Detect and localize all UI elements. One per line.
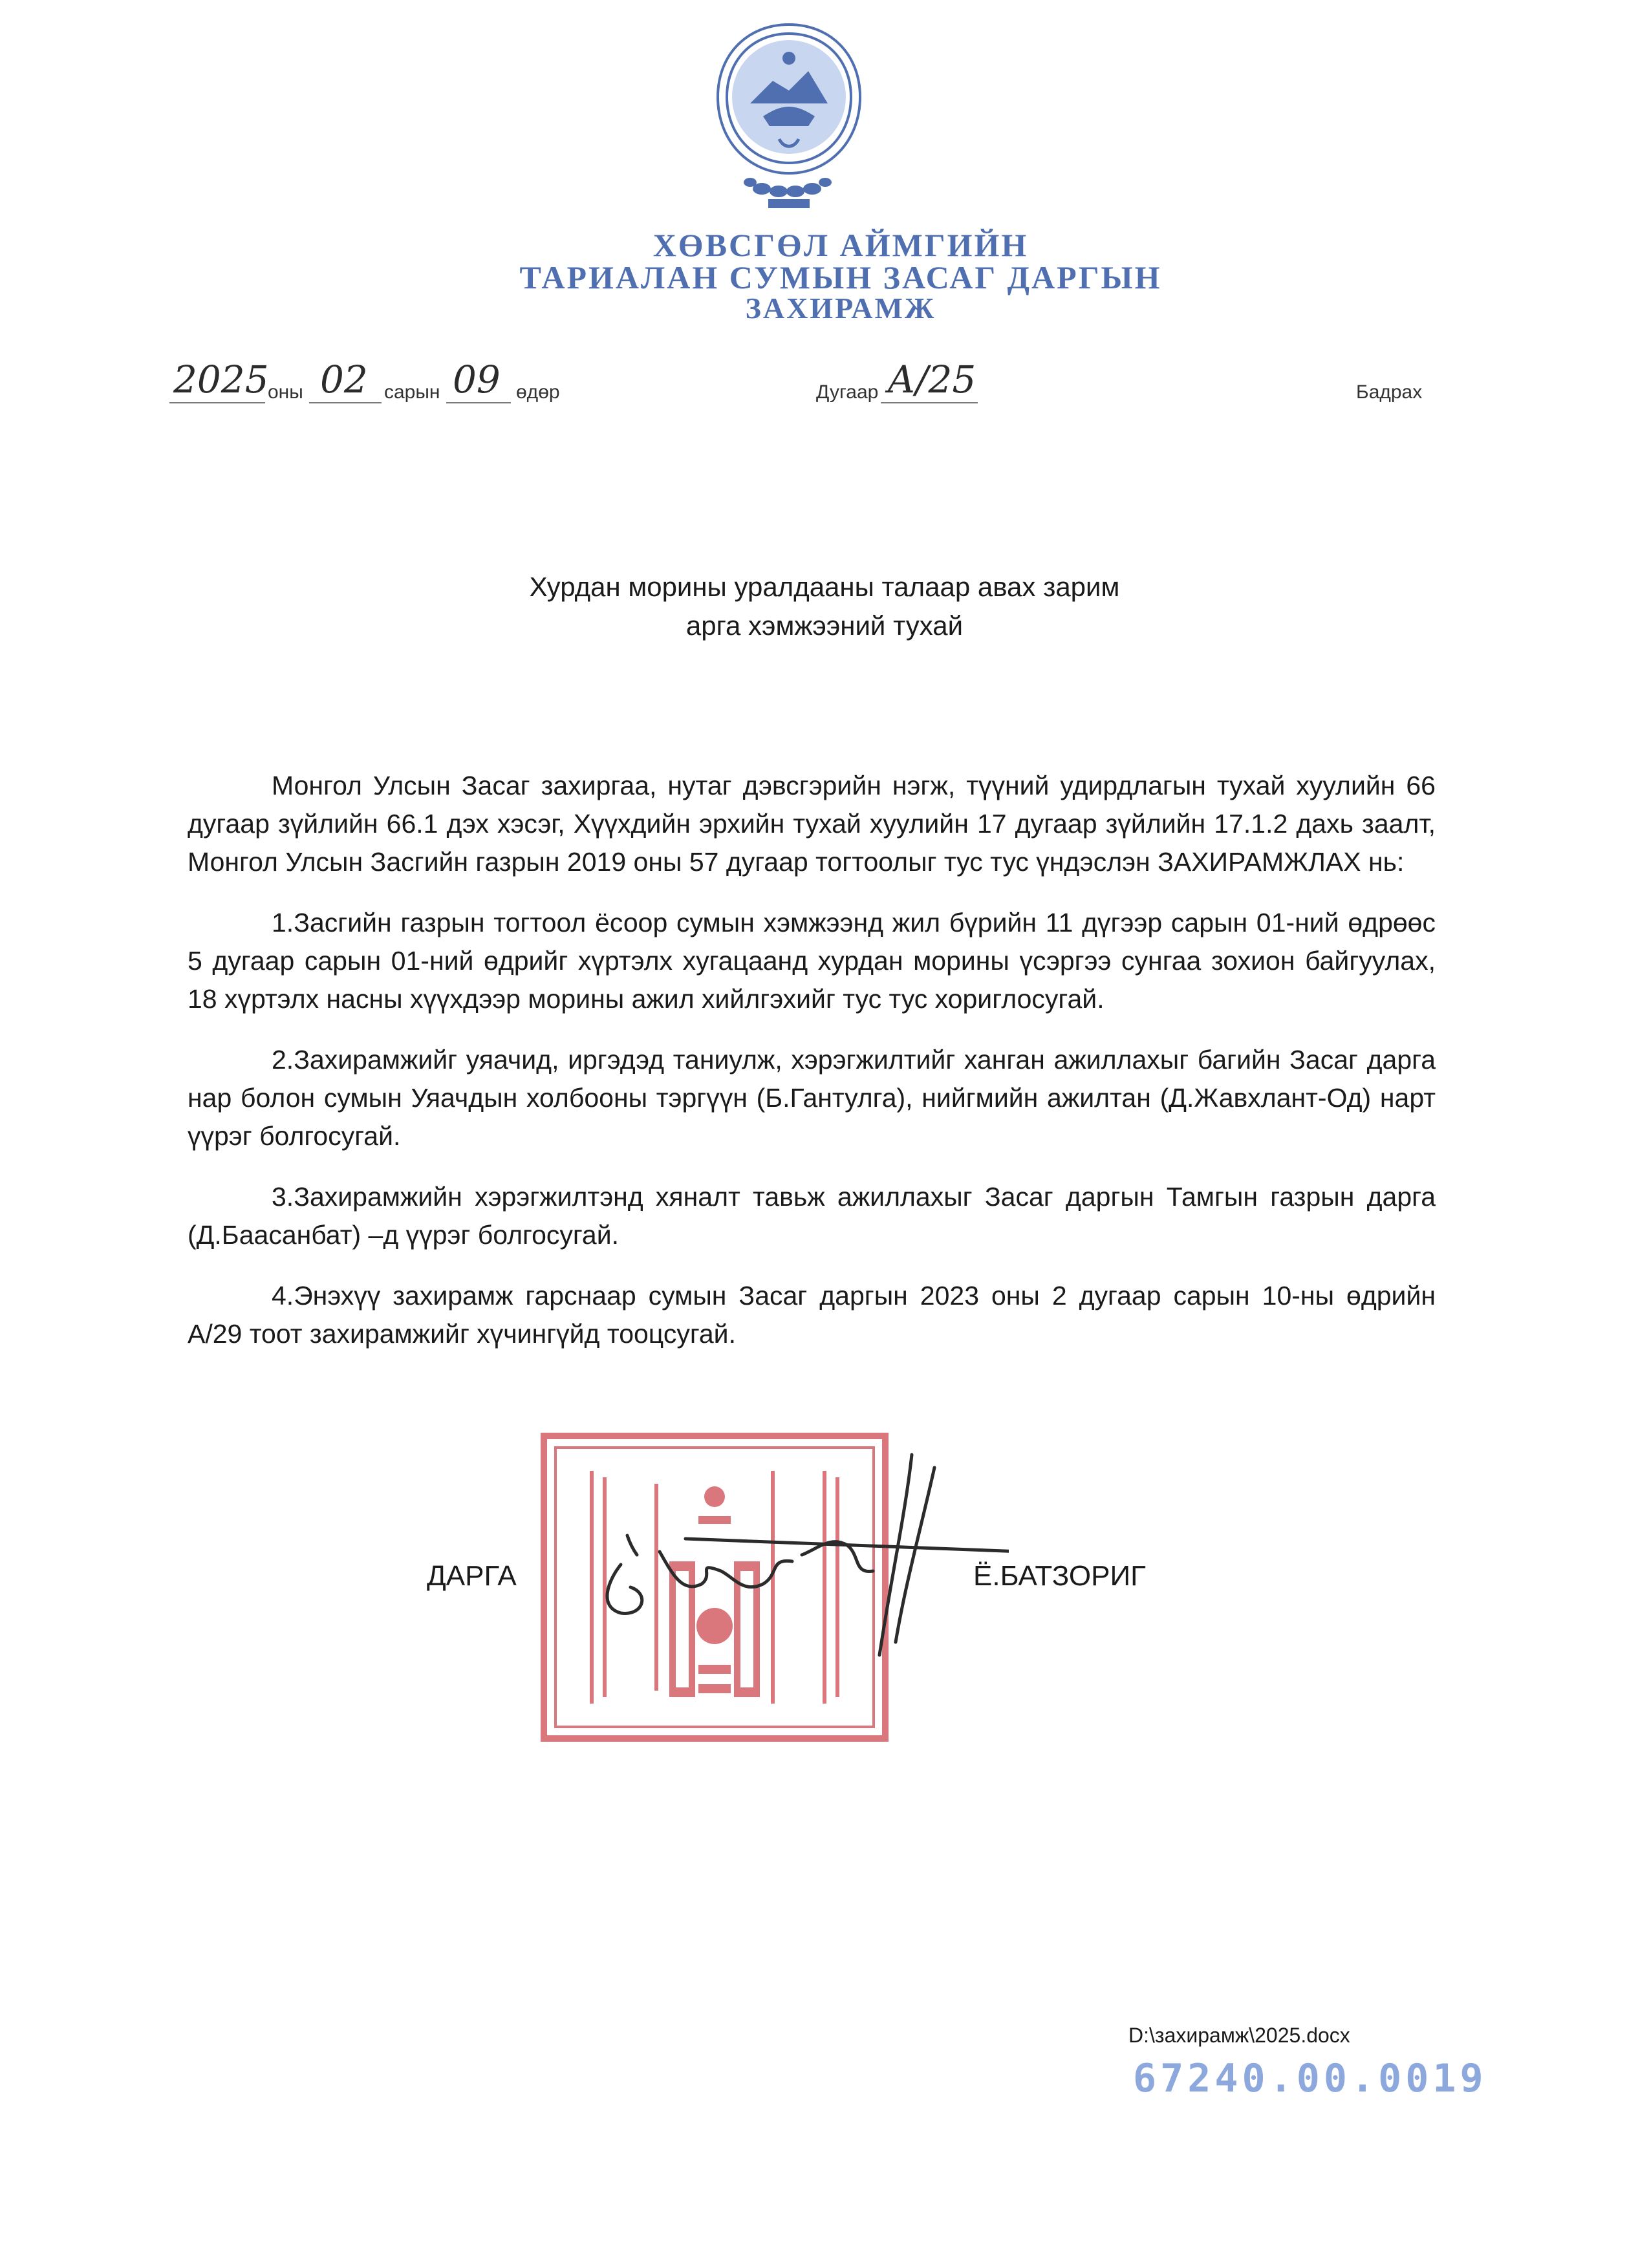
header-line-2: ТАРИАЛАН СУМЫН ЗАСАГ ДАРГЫН xyxy=(519,259,1162,295)
title-line-2: арга хэмжээний тухай xyxy=(685,610,964,641)
date-month-underline xyxy=(309,402,382,403)
document-body xyxy=(188,767,1436,1376)
document-place: Бадрах xyxy=(1356,381,1423,403)
signatory-title: ДАРГА xyxy=(427,1560,517,1592)
stamp-number: 67240.00.0019 xyxy=(1133,2056,1487,2101)
state-emblem-icon xyxy=(711,19,867,213)
date-day-underline xyxy=(446,402,511,403)
body-item-3: 3.Захирамжийн хэрэгжилтэнд хяналт тавьж ажиллахыг Засаг даргын Тамгын газрын дарга (Д.Баасанбат) –д үүрэг болгосугай. xyxy=(188,1182,1436,1250)
date-year-label: оны xyxy=(268,381,303,403)
body-item-2: 2.Захирамжийг уяачид, иргэдэд таниулж, хэрэгжилтийг ханган ажиллахыг багийн Засаг дарга нар болон сумын Уяачдын холбооны тэргүүн (Б.Гантулга), нийгмийн ажилтан (Д.Жавхлант-Од) нарт үүрэг болгосугай. xyxy=(188,1045,1436,1151)
date-month-label: сарын xyxy=(384,381,440,403)
title-line-1: Хурдан морины уралдааны талаар авах зарим xyxy=(529,572,1120,602)
date-month-value: 02 xyxy=(320,358,368,401)
document-title xyxy=(323,568,1326,645)
signatory-name: Ё.БАТЗОРИГ xyxy=(973,1560,1146,1592)
date-day-value: 09 xyxy=(453,358,501,401)
date-year-underline xyxy=(169,402,265,403)
handwritten-signature-icon xyxy=(569,1442,1009,1674)
header-line-3: ЗАХИРАМЖ xyxy=(745,292,936,325)
document-number-value: А/25 xyxy=(887,358,976,401)
body-item-1: 1.Засгийн газрын тогтоол ёсоор сумын хэмжээнд жил бүрийн 11 дүгээр сарын 01-ний өдрөөс 5 дугаар сарын 01-ний өдрийг хүртэлх хугацаанд хурдан морины үсэргээ сунгаа зохион байгуулах, 18 хүртэлх насны хүүхдээр морины ажил хийлгэхийг тус тус хориглосугай. xyxy=(188,908,1436,1014)
header-line-1: ХӨВСГӨЛ АЙМГИЙН xyxy=(652,227,1029,263)
body-item-4: 4.Энэхүү захирамж гарснаар сумын Засаг даргын 2023 оны 2 дугаар сарын 10-ны өдрийн А/29 тоот захирамжийг хүчингүйд тооцсугай. xyxy=(188,1281,1436,1349)
file-path: D:\захирамж\2025.docx xyxy=(1128,2024,1350,2047)
document-number-label: Дугаар xyxy=(816,381,879,403)
body-intro-paragraph: Монгол Улсын Засаг захиргаа, нутаг дэвсгэрийн нэгж, түүний удирдлагын тухай хуулийн 66 дугаар зүйлийн 66.1 дэх хэсэг, Хүүхдийн эрхийн тухай хуулийн 17 дугаар зүйлийн 17.1.2 дахь заалт, Монгол Улсын Засгийн газрын 2019 оны 57 дугаар тогтоолыг тус тус үндэслэн ЗАХИРАМЖЛАХ нь: xyxy=(188,771,1436,877)
date-year-value: 2025 xyxy=(173,358,269,401)
date-day-label: өдөр xyxy=(516,381,560,403)
document-number-underline xyxy=(881,402,978,403)
